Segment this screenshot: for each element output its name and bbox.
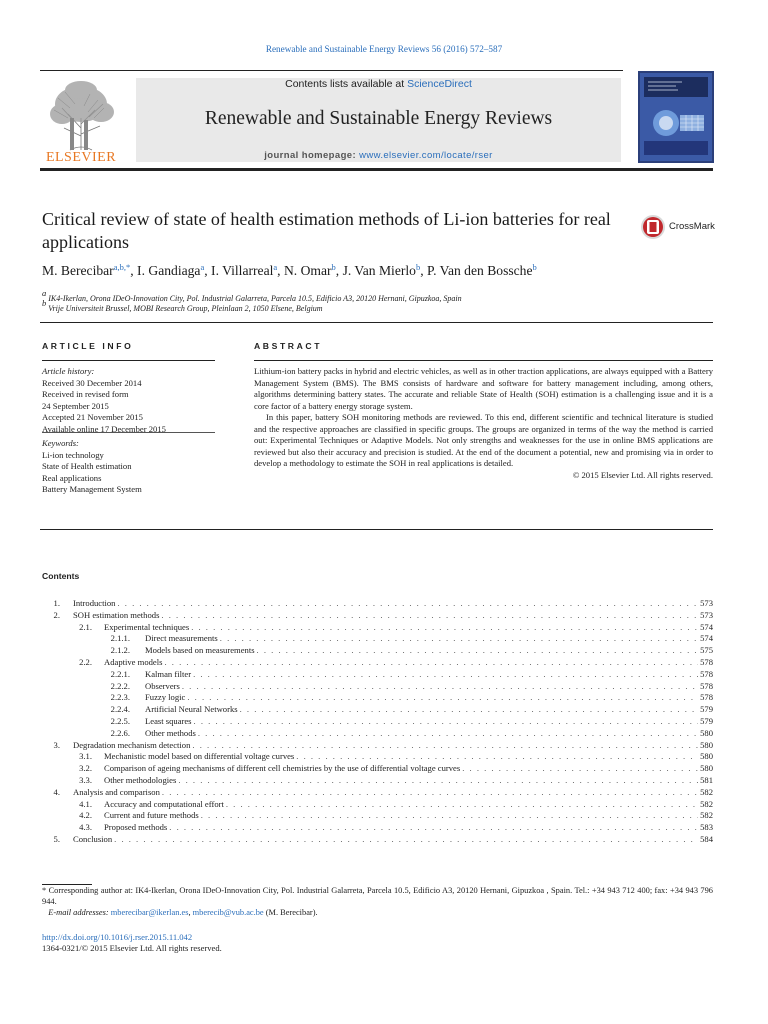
email-line: [42, 907, 713, 918]
toc-entry-number: 2.2.3.: [110, 692, 130, 703]
toc-entry-line: [145, 633, 713, 645]
crossmark-label: CrossMark: [669, 221, 715, 232]
toc-entry-title[interactable]: Other methodologies: [104, 774, 177, 785]
toc-entry-number: 2.: [53, 609, 60, 620]
toc-entry[interactable]: [42, 633, 713, 645]
affiliation-a-text: IK4-Ikerlan, Orona IDeO-Innovation City, Pol. Industrial Galarreta, Parcela 10.5, Edificio A3, 20120 Hernani, Gipuzkoa, Spain: [48, 294, 462, 303]
toc-leader-dots: [462, 763, 698, 775]
toc-entry-line: [145, 692, 713, 704]
toc-entry-page[interactable]: 574: [700, 633, 713, 644]
toc-entry-number: 2.2.4.: [110, 704, 130, 715]
header-rule-bottom: [40, 168, 713, 171]
sciencedirect-link[interactable]: ScienceDirect: [407, 78, 472, 90]
journal-citation[interactable]: Renewable and Sustainable Energy Reviews 56 (2016) 572–587: [265, 44, 503, 54]
toc-entry-title[interactable]: Artificial Neural Networks: [145, 704, 238, 715]
toc-entry-page[interactable]: 578: [700, 656, 713, 667]
toc-entry[interactable]: [42, 598, 713, 610]
toc-leader-dots: [192, 740, 698, 752]
toc-leader-dots: [169, 822, 698, 834]
toc-entry-number: 3.: [53, 739, 60, 750]
issn-copyright-line: 1364-0321/© 2015 Elsevier Ltd. All rights reserved.: [42, 943, 222, 953]
toc-entry[interactable]: [42, 610, 713, 622]
keywords-list: [42, 438, 217, 496]
toc-entry[interactable]: [42, 704, 713, 716]
toc-entry-page[interactable]: 580: [700, 763, 713, 774]
abstract-paragraph-1: Lithium-ion battery packs in hybrid and electric vehicles, as well as in other traction applications, are always equipped with a Battery Management System (BMS). The BMS consists of hardware and software for battery management including, among others, algorithms determining battery states. The accurate and reliable State of Health (SOH) estimation is a challenging issue and it is a core factor of a battery energy storage system.: [254, 366, 713, 411]
toc-entry-number: 2.2.1.: [110, 668, 130, 679]
toc-entry-number: 4.: [53, 786, 60, 797]
article-info-heading: ARTICLE INFO: [42, 341, 134, 351]
history-item: Accepted 21 November 2015: [42, 412, 143, 423]
email-link-1[interactable]: mberecibar@ikerlan.es: [110, 908, 189, 917]
author-separator: ,: [130, 263, 138, 278]
header-rule-top: [40, 70, 623, 71]
toc-entry-page[interactable]: 582: [700, 786, 713, 797]
email-link-2[interactable]: mberecib@vub.ac.be: [192, 908, 264, 917]
toc-entry-line: [73, 740, 713, 752]
article-info-rule: [42, 360, 215, 361]
abstract-rule: [254, 360, 713, 361]
corresponding-author-footnote: [42, 885, 713, 918]
toc-entry[interactable]: [42, 751, 713, 763]
history-label: Article history:: [42, 366, 95, 376]
toc-entry-line: [145, 704, 713, 716]
keyword-item: Li-ion technology: [42, 449, 104, 460]
toc-entry-number: 3.2.: [79, 763, 92, 774]
toc-entry-title[interactable]: Degradation mechanism detection: [73, 739, 191, 750]
toc-entry-number: 4.1.: [79, 798, 92, 809]
toc-leader-dots: [178, 775, 698, 787]
toc-entry-line: [73, 610, 713, 622]
abstract-body: [254, 366, 713, 481]
keywords-label: Keywords:: [42, 438, 79, 448]
toc-entry[interactable]: [42, 834, 713, 846]
toc-entry-line: [104, 775, 713, 787]
affiliation-b-marker: b: [42, 298, 47, 308]
contents-heading: Contents: [42, 571, 80, 581]
toc-entry-title[interactable]: Fuzzy logic: [145, 692, 186, 703]
toc-leader-dots: [182, 681, 698, 693]
journal-homepage-line: [136, 150, 621, 161]
email-label: E-mail addresses:: [48, 908, 109, 917]
corresponding-author-text: * Corresponding author at: IK4-Ikerlan, Orona IDeO-Innovation City, Pol. Industrial Galarreta, Parcela 10.5, Edificio A3, 20120 Hernani, Gipuzkoa , Spain. Tel.: +34 943 712 400; fax: +34 943 796 944.: [42, 886, 713, 906]
toc-entry[interactable]: [42, 810, 713, 822]
toc-entry-number: 2.2.5.: [110, 715, 130, 726]
toc-entry-title[interactable]: Direct measurements: [145, 633, 218, 644]
toc-leader-dots: [161, 610, 698, 622]
toc-entry-page[interactable]: 580: [700, 727, 713, 738]
toc-entry-line: [73, 834, 713, 846]
toc-entry-number: 2.1.2.: [110, 645, 130, 656]
author-separator: ,: [204, 263, 212, 278]
toc-entry[interactable]: [42, 740, 713, 752]
author-name[interactable]: P. Van den Bossche: [427, 263, 533, 278]
toc-entry-title[interactable]: Mechanistic model based on differential voltage curves: [104, 751, 295, 762]
affiliation-b: [42, 298, 323, 313]
author-name[interactable]: N. Omar: [283, 263, 332, 278]
toc-entry-page[interactable]: 579: [700, 715, 713, 726]
history-rule: [42, 432, 215, 433]
toc-entry[interactable]: [42, 763, 713, 775]
author-name[interactable]: I. Gandiaga: [137, 263, 201, 278]
toc-entry-page[interactable]: 573: [700, 598, 713, 608]
toc-entry[interactable]: [42, 681, 713, 693]
toc-entry[interactable]: [42, 622, 713, 634]
toc-entry-line: [145, 728, 713, 740]
toc-leader-dots: [162, 787, 698, 799]
toc-entry-page[interactable]: 575: [700, 645, 713, 656]
toc-entry-page[interactable]: 582: [700, 810, 713, 821]
toc-entry[interactable]: [42, 787, 713, 799]
toc-entry-number: 2.1.1.: [110, 633, 130, 644]
history-item: Received 30 December 2014: [42, 377, 142, 388]
history-item: 24 September 2015: [42, 400, 109, 411]
toc-entry[interactable]: [42, 669, 713, 681]
author-affiliation-marker[interactable]: b: [532, 262, 537, 272]
toc-entry-page[interactable]: 573: [700, 609, 713, 620]
toc-entry-line: [73, 598, 713, 610]
author-separator: ,: [420, 263, 428, 278]
toc-entry-title[interactable]: Other methods: [145, 727, 196, 738]
toc-entry-line: [145, 681, 713, 693]
toc-entry-number: 1.: [53, 598, 60, 608]
toc-entry[interactable]: [42, 692, 713, 704]
author-affiliation-marker[interactable]: a: [200, 262, 205, 272]
toc-entry-title[interactable]: Kalman filter: [145, 668, 192, 679]
toc-entry-line: [104, 657, 713, 669]
toc-entry-page[interactable]: 578: [700, 668, 713, 679]
author-name[interactable]: J. Van Mierlo: [342, 263, 416, 278]
toc-entry-title[interactable]: Models based on measurements: [145, 645, 255, 656]
email-separator: ,: [188, 908, 193, 917]
toc-entry-number: 5.: [53, 833, 60, 844]
copyright-notice: © 2015 Elsevier Ltd. All rights reserved.: [572, 469, 713, 480]
abstract-paragraph-2: In this paper, battery SOH monitoring methods are reviewed. To this end, different scientific and technical literature is studied and the respective approaches are classified in specific groups. The groups are organized in terms of the way the method is carried out: Experimental Techniques or Adaptive Models. Not only strengths and weaknesses for the use in online BMS applications are reviewed but also their accuracy and precision is studied. At the end of the document a potential, new and promising via in order to develop a methodology to estimate the SOH in real applications is detailed.: [254, 412, 713, 469]
toc-entry-page[interactable]: 579: [700, 704, 713, 715]
table-of-contents: [42, 598, 713, 846]
toc-entry-number: 3.1.: [79, 751, 92, 762]
toc-entry-number: 2.2.2.: [110, 680, 130, 691]
author-separator: ,: [335, 263, 343, 278]
toc-entry-page[interactable]: 581: [700, 774, 713, 785]
toc-entry[interactable]: [42, 728, 713, 740]
toc-entry-line: [104, 822, 713, 834]
toc-entry-title[interactable]: SOH estimation methods: [73, 609, 160, 620]
toc-entry-page[interactable]: 578: [700, 692, 713, 703]
toc-entry[interactable]: [42, 657, 713, 669]
toc-entry-title[interactable]: Least squares: [145, 715, 192, 726]
journal-cover-icon: [638, 71, 714, 163]
author-affiliation-marker[interactable]: a,b,*: [113, 262, 131, 272]
keyword-item: Real applications: [42, 472, 102, 483]
toc-leader-dots: [257, 645, 699, 657]
author-name[interactable]: M. Berecibar: [42, 263, 114, 278]
toc-entry-page[interactable]: 582: [700, 798, 713, 809]
toc-entry-title[interactable]: Comparison of ageing mechanisms of different cell chemistries by the use of differential voltage curves: [104, 763, 461, 774]
toc-entry-line: [104, 763, 713, 775]
toc-entry-line: [145, 645, 713, 657]
toc-entry-number: 2.2.: [79, 656, 92, 667]
toc-leader-dots: [198, 728, 698, 740]
toc-entry-page[interactable]: 578: [700, 680, 713, 691]
toc-leader-dots: [191, 622, 698, 634]
toc-entry-title[interactable]: Proposed methods: [104, 822, 168, 833]
toc-leader-dots: [226, 799, 698, 811]
toc-leader-dots: [201, 810, 698, 822]
toc-entry-line: [73, 787, 713, 799]
toc-entry-line: [145, 716, 713, 728]
history-item: Available online 17 December 2015: [42, 423, 166, 434]
author-affiliation-marker[interactable]: a: [273, 262, 278, 272]
toc-entry-number: 3.3.: [79, 774, 92, 785]
toc-entry-title[interactable]: Adaptive models: [104, 656, 163, 667]
toc-entry-title[interactable]: Introduction: [73, 598, 116, 608]
toc-entry-title[interactable]: Experimental techniques: [104, 621, 190, 632]
author-affiliation-marker[interactable]: b: [415, 262, 421, 272]
toc-entry-title[interactable]: Conclusion: [73, 833, 113, 844]
toc-entry-line: [104, 799, 713, 811]
toc-entry-page[interactable]: 580: [700, 739, 713, 750]
author-affiliation-marker[interactable]: b: [331, 262, 336, 272]
toc-leader-dots: [194, 716, 699, 728]
toc-entry[interactable]: [42, 799, 713, 811]
author-separator: ,: [277, 263, 284, 278]
history-item: Received in revised form: [42, 389, 129, 400]
email-owner: (M. Berecibar).: [263, 908, 318, 917]
toc-entry-title[interactable]: Current and future methods: [104, 810, 199, 821]
toc-entry-page[interactable]: 574: [700, 621, 713, 632]
toc-leader-dots: [220, 633, 698, 645]
toc-entry-title[interactable]: Analysis and comparison: [73, 786, 160, 797]
journal-cover-image[interactable]: [638, 71, 714, 163]
toc-leader-dots: [193, 669, 698, 681]
article-title: Critical review of state of health estimation methods of Li-ion batteries for real applications: [42, 209, 611, 252]
doi-link[interactable]: http://dx.doi.org/10.1016/j.rser.2015.11.042: [42, 932, 193, 942]
toc-leader-dots: [164, 657, 698, 669]
section-rule: [40, 322, 713, 323]
toc-leader-dots: [114, 834, 698, 846]
journal-title: Renewable and Sustainable Energy Reviews: [204, 108, 553, 129]
contents-available-line: [136, 78, 621, 90]
toc-entry-line: [104, 622, 713, 634]
toc-entry-number: 4.2.: [79, 810, 92, 821]
toc-entry-line: [145, 669, 713, 681]
contents-prefix: Contents lists available at: [285, 78, 408, 90]
toc-entry-number: 4.3.: [79, 822, 92, 833]
keyword-item: State of Health estimation: [42, 461, 132, 472]
toc-entry-page[interactable]: 580: [700, 751, 713, 762]
toc-entry-page[interactable]: 584: [700, 833, 713, 844]
toc-entry-line: [104, 751, 713, 763]
toc-entry-line: [104, 810, 713, 822]
abstract-bottom-rule: [40, 529, 713, 530]
toc-entry-title[interactable]: Accuracy and computational effort: [104, 798, 224, 809]
abstract-heading: ABSTRACT: [254, 341, 323, 351]
affiliation-b-text: Vrije Universiteit Brussel, MOBI Research Group, Pleinlaan 2, 1050 Elsene, Belgium: [48, 304, 323, 313]
toc-entry-page[interactable]: 583: [700, 822, 713, 833]
toc-entry-title[interactable]: Observers: [145, 680, 180, 691]
toc-entry[interactable]: [42, 775, 713, 787]
author-list: [42, 262, 722, 279]
toc-leader-dots: [240, 704, 699, 716]
toc-leader-dots: [187, 692, 698, 704]
homepage-link[interactable]: www.elsevier.com/locate/rser: [359, 150, 493, 161]
keyword-item: Battery Management System: [42, 484, 142, 495]
toc-entry-number: 2.1.: [79, 621, 92, 632]
author-name[interactable]: I. Villarreal: [211, 263, 274, 278]
elsevier-wordmark: ELSEVIER: [45, 150, 117, 165]
toc-entry[interactable]: [42, 716, 713, 728]
toc-entry[interactable]: [42, 822, 713, 834]
homepage-label: journal homepage:: [264, 150, 357, 161]
toc-leader-dots: [296, 751, 698, 763]
toc-leader-dots: [117, 598, 698, 610]
toc-entry[interactable]: [42, 645, 713, 657]
article-history: [42, 366, 217, 436]
affiliation-a-marker: a: [42, 288, 47, 298]
toc-entry-number: 2.2.6.: [110, 727, 130, 738]
